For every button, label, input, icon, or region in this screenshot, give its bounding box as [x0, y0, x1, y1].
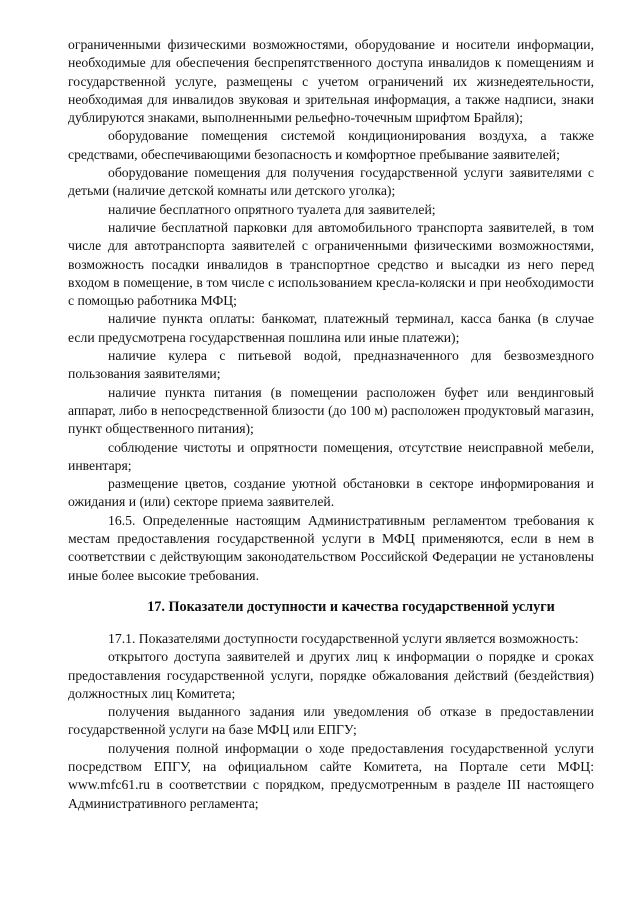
paragraph-parking: наличие бесплатной парковки для автомобильного транспорта заявителей, в том числе для автотранспорта заявителей с ограниченными физическими возможностями, возможность посадки инвалидов в транспортное средство и высадки из него перед входом в помещение, в том числе с использованием кресла-коляски и при необходимости с помощью работника МФЦ; [68, 219, 594, 309]
document-page [68, 36, 594, 813]
paragraph-braille-continuation: ограниченными физическими возможностями, оборудование и носители информации, необходимые для обеспечения беспрепятственного доступа инвалидов к помещениям и государственной услуге, размещены с учетом ограничений их жизнедеятельности, необходимая для инвалидов звуковая и зрительная информация, а также надписи, знаки дублируются знаками, выполненными рельефно-точечным шрифтом Брайля); [68, 37, 594, 126]
paragraph-payment-point: наличие пункта оплаты: банкомат, платежный терминал, касса банка (в случае если предусмотрена государственная пошлина или иные платежи); [68, 311, 594, 345]
paragraph-flowers: размещение цветов, создание уютной обстановки в секторе информирования и ожидания и (или) секторе приема заявителей. [68, 476, 594, 510]
paragraph-receiving-task: получения выданного задания или уведомления об отказе в предоставлении государственной услуги на базе МФЦ или ЕПГУ; [68, 704, 594, 738]
paragraph-food-point: наличие пункта питания (в помещении расположен буфет или вендинговый аппарат, либо в непосредственной близости (до 100 м) расположен продуктовый магазин, пункт общественного питания); [68, 384, 594, 437]
paragraph-open-access: открытого доступа заявителей и других лиц к информации о порядке и сроках предоставления государственной услуги, порядке обжалования действий (бездействия) должностных лиц Комитета; [68, 649, 594, 701]
section-heading: 17. Показатели доступности и качества государственной услуги [147, 598, 555, 615]
paragraph-air-conditioning: оборудование помещения системой кондиционирования воздуха, а также средствами, обеспечивающими безопасность и комфортное пребывание заявителей; [68, 128, 594, 162]
paragraph-water-cooler: наличие кулера с питьевой водой, предназначенного для безвозмездного пользования заявителями; [68, 348, 594, 382]
paragraph-16-5: 16.5. Определенные настоящим Административным регламентом требования к местам предоставления государственной услуги в МФЦ применяются, если в нем в соответствии с действующим законодательством Российской Федерации не установлены иные более высокие требования. [68, 512, 594, 583]
paragraph-children-room: оборудование помещения для получения государственной услуги заявителями с детьми (наличие детской комнаты или детского уголка); [68, 165, 594, 199]
paragraph-cleanliness: соблюдение чистоты и опрятности помещения, отсутствие неисправной мебели, инвентаря; [68, 439, 594, 473]
paragraph-toilet: наличие бесплатного опрятного туалета для заявителей; [108, 201, 436, 217]
paragraph-17-1: 17.1. Показателями доступности государственной услуги является возможность: [108, 630, 579, 646]
paragraph-full-information: получения полной информации о ходе предоставления государственной услуги посредством ЕПГУ, на официальном сайте Комитета, на Портале сети МФЦ: www.mfc61.ru в соответствии с порядком, предусмотренным в разделе III настоящего Административного регламента; [68, 740, 594, 811]
